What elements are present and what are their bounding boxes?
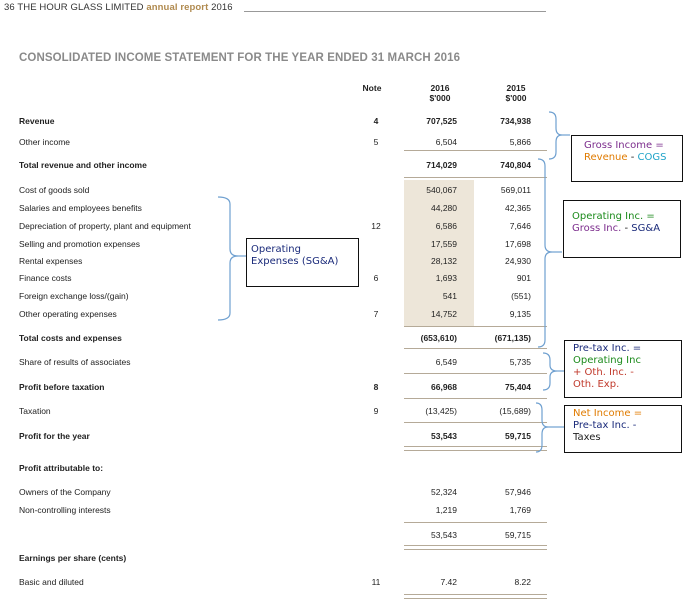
row-label: Profit for the year [19, 431, 90, 441]
pretax-income-note [564, 340, 682, 398]
row-label: Selling and promotion expenses [19, 239, 140, 249]
row-label: Profit before taxation [19, 382, 105, 392]
row-label: Other operating expenses [19, 309, 117, 319]
row-value-2015: 740,804 [500, 160, 531, 170]
opinc-sga-term: SG&A [631, 223, 661, 234]
row-value-2015: (15,689) [499, 406, 531, 416]
row-note: 12 [371, 221, 381, 231]
row-value-2015: 5,735 [509, 357, 531, 367]
row-value-2016: 14,752 [431, 309, 457, 319]
row-value-2016: 28,132 [431, 256, 457, 266]
row-label: Rental expenses [19, 256, 83, 266]
row-value-2015: 7,646 [509, 221, 531, 231]
opex-line2: Expenses (SG&A) [251, 256, 339, 267]
row-label: Total revenue and other income [19, 160, 147, 170]
opinc-line2 [572, 223, 676, 235]
row-value-2015: 9,135 [509, 309, 531, 319]
row-value-2016: 6,586 [435, 221, 457, 231]
row-value-2016: 707,525 [426, 116, 457, 126]
row-value-2015: 24,930 [505, 256, 531, 266]
gross-revenue-term: Revenue [584, 152, 628, 163]
row-value-2015: (671,135) [494, 333, 531, 343]
opex-line1: Operating [251, 244, 301, 255]
brace-net [536, 403, 548, 452]
row-label: Salaries and employees benefits [19, 203, 142, 213]
net-line2: Pre-tax Inc. - [573, 420, 637, 431]
row-label: Foreign exchange loss/(gain) [19, 291, 129, 301]
row-value-2015: 8.22 [514, 577, 531, 587]
report-label: annual report [146, 2, 209, 13]
gross-income-note [571, 135, 683, 182]
gross-income-line2 [584, 152, 678, 164]
note-column-header: Note [362, 83, 382, 93]
row-value-2016: 7.42 [440, 577, 457, 587]
year-2016-label: 2016 [430, 83, 450, 93]
brace-opex [218, 197, 238, 320]
row-value-2015: 57,946 [505, 487, 531, 497]
row-value-2015: 734,938 [500, 116, 531, 126]
row-value-2015: 17,698 [505, 239, 531, 249]
pretax-line1: Pre-tax Inc. = [573, 343, 642, 354]
row-value-2016: 540,067 [426, 185, 457, 195]
row-note: 9 [373, 406, 379, 416]
row-value-2016: 1,693 [435, 273, 457, 283]
gross-cogs-term: COGS [637, 152, 667, 163]
row-note: 6 [373, 273, 379, 283]
row-label: Taxation [19, 406, 51, 416]
page-title: CONSOLIDATED INCOME STATEMENT FOR THE YEAR ENDED 31 MARCH 2016 [19, 52, 461, 64]
row-value-2016: 52,324 [431, 487, 457, 497]
row-value-2016: 6,504 [435, 137, 457, 147]
net-income-note [564, 405, 682, 453]
row-value-2015: 59,715 [505, 530, 531, 540]
operating-income-note [563, 200, 681, 258]
row-value-2016: (13,425) [425, 406, 457, 416]
row-value-2015: 5,866 [509, 137, 531, 147]
row-value-2016: 66,968 [431, 382, 457, 392]
gross-minus: - [627, 152, 638, 163]
company-name: THE HOUR GLASS LIMITED [17, 2, 144, 13]
row-label: Revenue [19, 116, 55, 126]
row-value-2015: 901 [516, 273, 531, 283]
row-label: Earnings per share (cents) [19, 553, 127, 563]
row-value-2016: 44,280 [431, 203, 457, 213]
pretax-line3: + Oth. Inc. - [573, 367, 634, 378]
row-value-2016: 6,549 [435, 357, 457, 367]
row-value-2015: (551) [511, 291, 531, 301]
brace-operating-income [538, 159, 552, 347]
opinc-line1: Operating Inc. = [572, 211, 655, 222]
row-value-2015: 569,011 [500, 185, 531, 195]
row-label: Share of results of associates [19, 357, 131, 367]
row-label: Non-controlling interests [19, 505, 111, 515]
opinc-gross-term: Gross Inc. [572, 223, 622, 234]
row-value-2015: 1,769 [509, 505, 531, 515]
opinc-minus: - [621, 223, 632, 234]
row-value-2016: 53,543 [431, 431, 457, 441]
row-value-2016: 17,559 [431, 239, 457, 249]
row-value-2016: 53,543 [431, 530, 457, 540]
row-note: 4 [373, 116, 379, 126]
page-number: 36 [4, 2, 15, 13]
row-label: Cost of goods sold [19, 185, 90, 195]
row-note: 7 [373, 309, 379, 319]
gross-income-line1: Gross Income = [584, 140, 664, 151]
net-line1: Net Income = [573, 408, 643, 419]
year-2015-label: 2015 [506, 83, 526, 93]
year-2016-unit: $'000 [429, 93, 451, 103]
row-value-2015: 75,404 [505, 382, 531, 392]
row-value-2016: (653,610) [420, 333, 457, 343]
row-value-2016: 1,219 [435, 505, 457, 515]
row-label: Basic and diluted [19, 577, 84, 587]
pretax-line2: Operating Inc [573, 355, 641, 366]
pretax-line4: Oth. Exp. [573, 379, 620, 390]
row-value-2015: 42,365 [505, 203, 531, 213]
row-label: Total costs and expenses [19, 333, 122, 343]
opex-note [246, 238, 359, 287]
row-note: 11 [371, 577, 381, 587]
row-label: Owners of the Company [19, 487, 111, 497]
year-2015-unit: $'000 [505, 93, 527, 103]
brace-gross-income [549, 112, 562, 159]
brace-pretax [543, 353, 557, 390]
row-value-2016: 541 [442, 291, 457, 301]
row-value-2016: 714,029 [426, 160, 457, 170]
row-label: Finance costs [19, 273, 72, 283]
net-line3: Taxes [573, 432, 601, 443]
row-label: Depreciation of property, plant and equipment [19, 221, 191, 231]
row-value-2015: 59,715 [505, 431, 531, 441]
row-label: Profit attributable to: [19, 463, 104, 473]
row-note: 8 [373, 382, 379, 392]
row-note: 5 [373, 137, 379, 147]
report-year: 2016 [211, 2, 233, 13]
row-label: Other income [19, 137, 71, 147]
